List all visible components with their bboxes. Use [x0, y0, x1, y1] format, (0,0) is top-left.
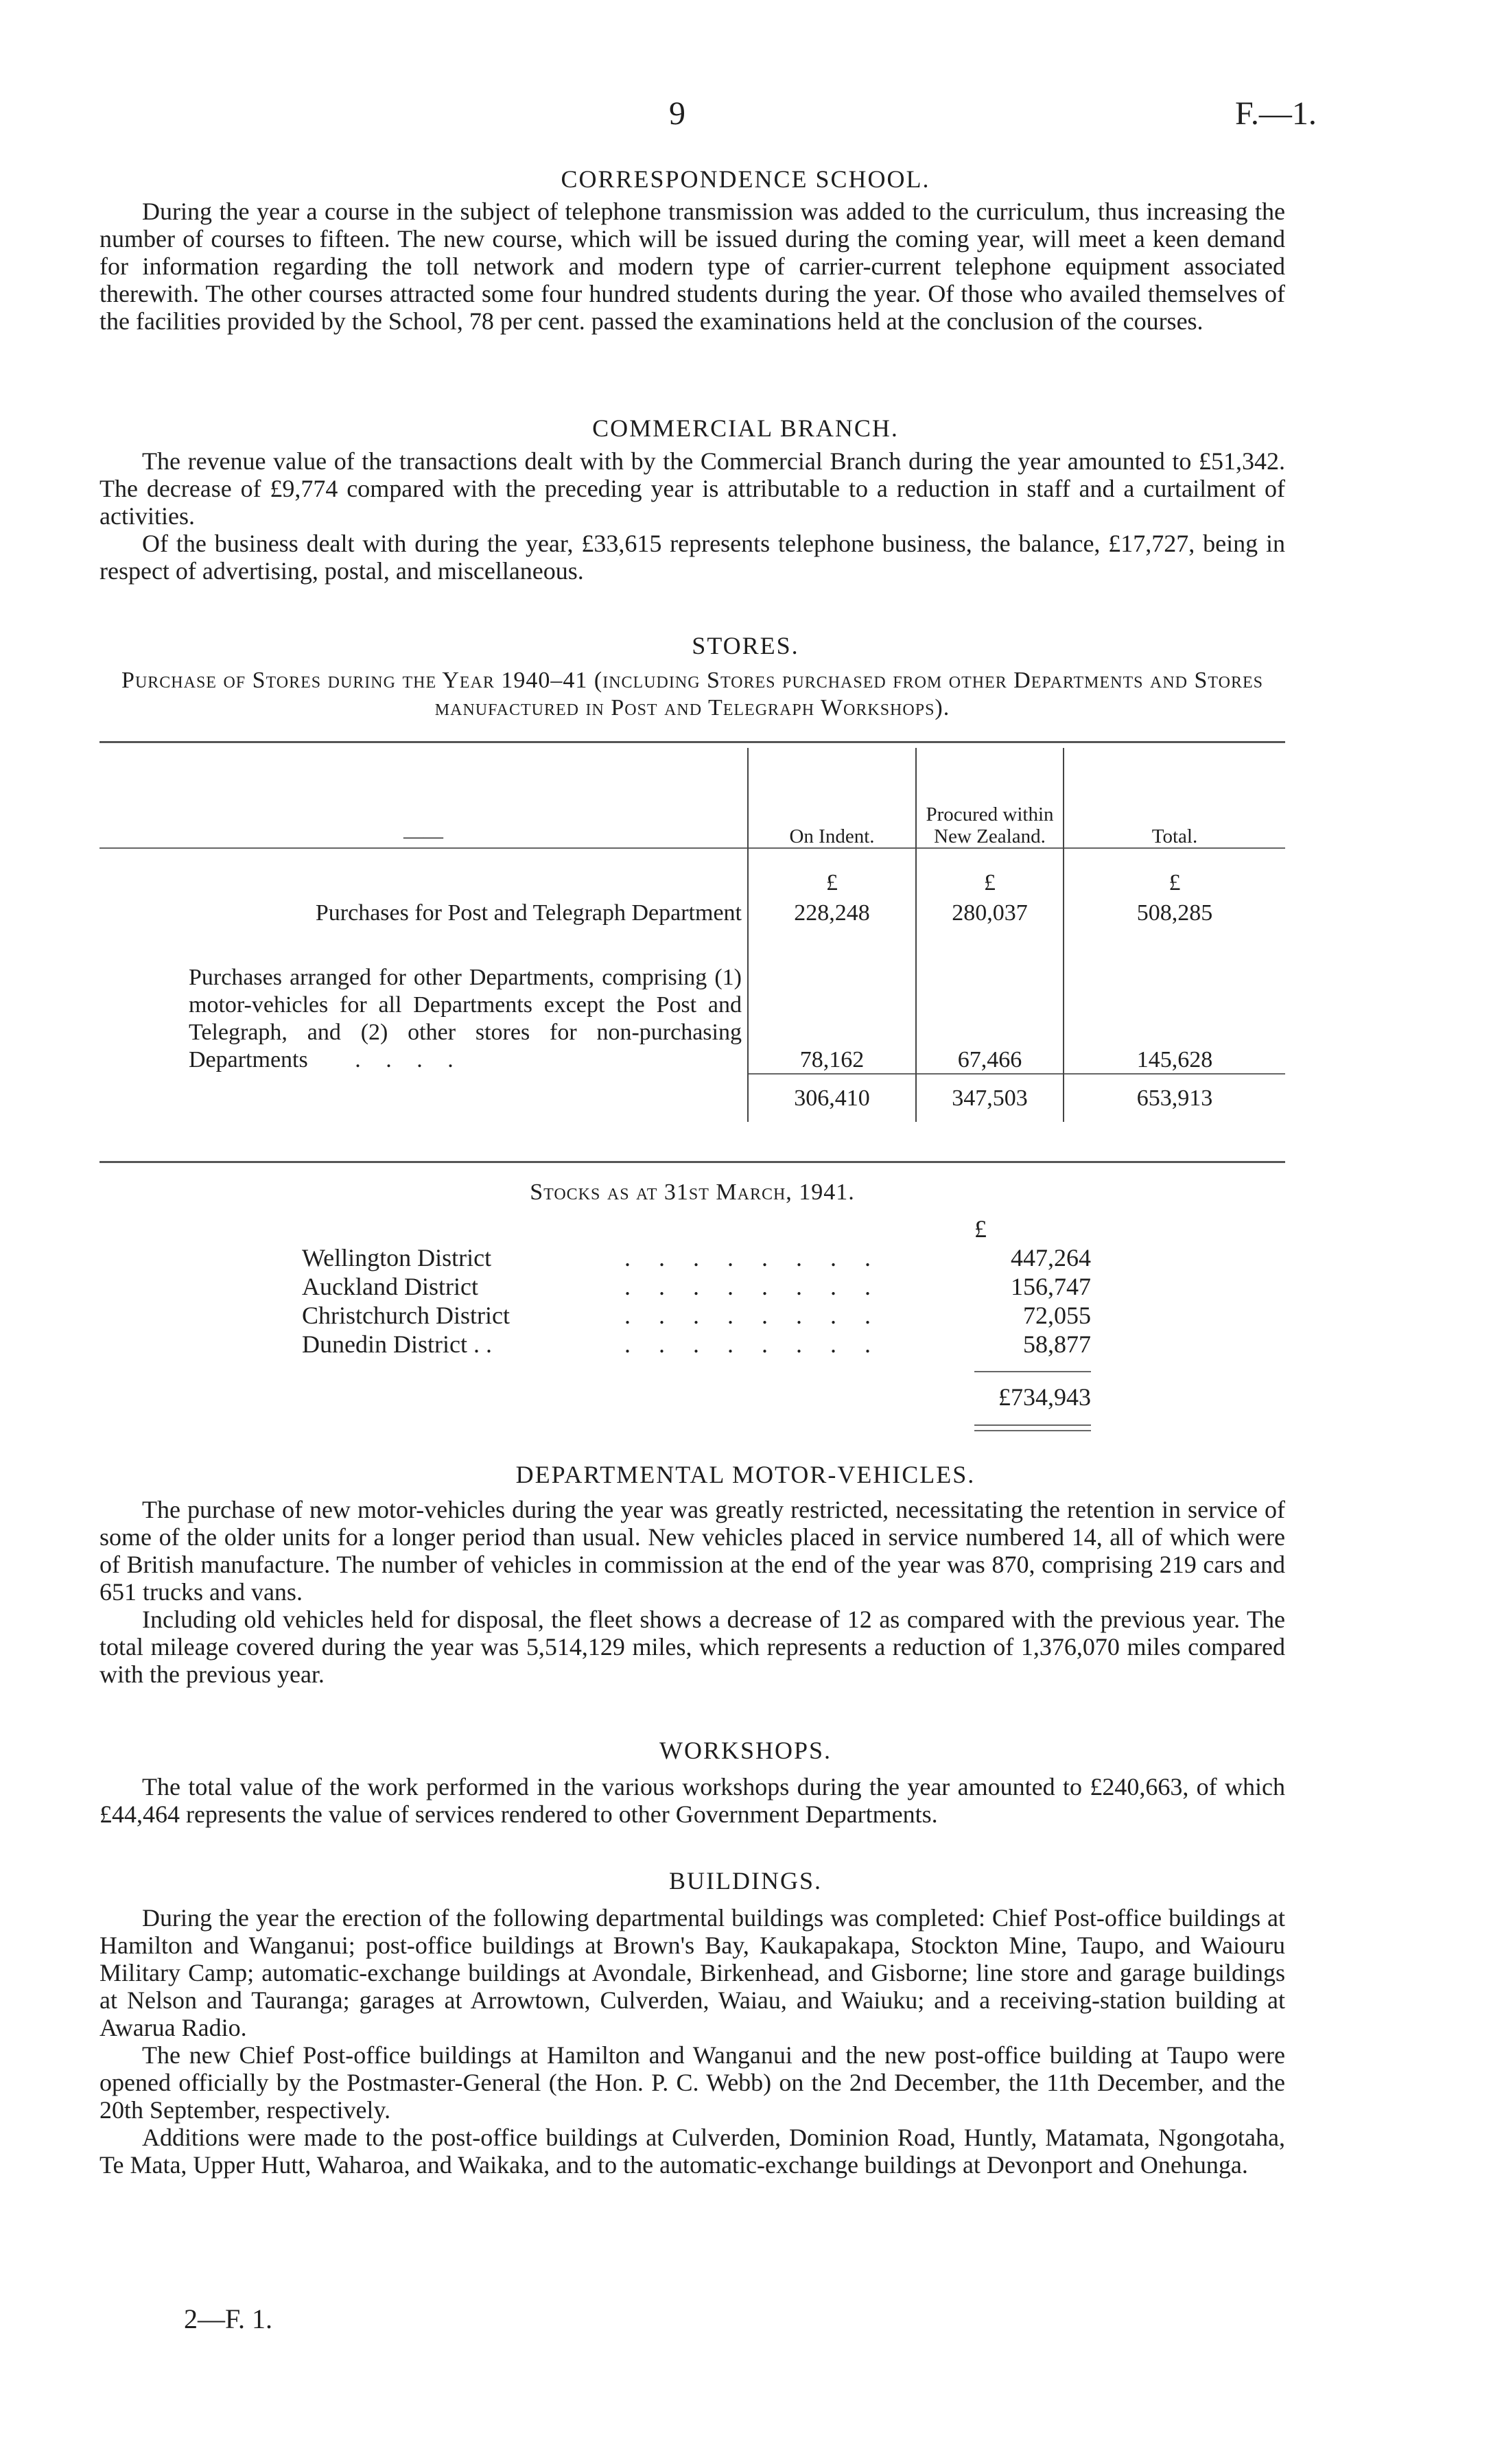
- table-top-rule: [99, 741, 1285, 743]
- correspondence-text: [99, 198, 1285, 335]
- header-on-indent: On Indent.: [748, 748, 916, 848]
- district-value: 156,747: [1011, 1273, 1091, 1300]
- stocks-total: £734,943: [998, 1383, 1091, 1411]
- stocks-unit: £: [974, 1215, 987, 1243]
- leader-dots: . . . . . . . .: [624, 1302, 882, 1329]
- commercial-paragraph-1: The revenue value of the transactions dealt with by the Commercial Branch during the year amounted to £51,342. The decrease of £9,774 compared with the preceding year is attributable to a reduction in staff and a curtailment of activities.: [99, 447, 1285, 530]
- row1-on-indent: 228,248: [748, 896, 916, 926]
- table-header-row: [99, 748, 1285, 848]
- header-total: Total.: [1064, 748, 1285, 848]
- leader-dots: . . . . . . . .: [624, 1244, 882, 1271]
- table-bottom-rule: [99, 1161, 1285, 1163]
- table-unit-row: [99, 848, 1285, 896]
- district-name: Wellington District: [302, 1244, 492, 1271]
- district-value: 72,055: [1023, 1302, 1091, 1329]
- motor-paragraph-1: The purchase of new motor-vehicles during the year was greatly restricted, necessitating the retention in service of some of the older units for a longer period than usual. New vehicles placed in service numbered 14, all of which were of British manufacture. The number of vehicles in commission at the end of the year was 870, comprising 219 cars and 651 trucks and vans.: [99, 1496, 1285, 1606]
- table-row: [99, 926, 1285, 1074]
- buildings-text: [99, 1904, 1285, 2179]
- row2-label-text: Purchases arranged for other Departments, comprising (1) motor-vehicles for all Departments except the Post and Telegraph, and (2) other stores for non-purchasing Departments: [189, 965, 742, 1072]
- district-value: 447,264: [1011, 1244, 1091, 1271]
- table-totals-row: [99, 1074, 1285, 1122]
- stocks-double-rule-1: [974, 1424, 1091, 1426]
- row2-total: 145,628: [1064, 926, 1285, 1074]
- row2-leader-dots: . . . .: [355, 1047, 463, 1072]
- footer-signature-mark: 2—F. 1.: [184, 2303, 273, 2334]
- page-number: 9: [669, 95, 685, 132]
- commercial-text: [99, 447, 1285, 585]
- leader-dots: . . . . . . . .: [624, 1330, 882, 1358]
- district-name: Dunedin District . .: [302, 1330, 492, 1358]
- buildings-paragraph-3: Additions were made to the post-office buildings at Culverden, Dominion Road, Huntly, Matamata, Ngongotaha, Te Mata, Upper Hutt, Waharoa, and Waikaka, and to the automatic-exchange buildings at Devonport and Onehunga.: [99, 2124, 1285, 2179]
- stocks-heading: Stocks as at 31st March, 1941.: [530, 1180, 855, 1205]
- total-grand: 653,913: [1064, 1074, 1285, 1122]
- commercial-heading: COMMERCIAL BRANCH.: [592, 414, 899, 442]
- unit-on-indent: £: [748, 848, 916, 896]
- motor-vehicles-heading: DEPARTMENTAL MOTOR-VEHICLES.: [515, 1461, 976, 1488]
- district-value: 58,877: [1023, 1330, 1091, 1358]
- motor-paragraph-2: Including old vehicles held for disposal, the fleet shows a decrease of 12 as compared with the previous year. The total mileage covered during the year was 5,514,129 miles, which represents a reduction of 1,376,070 miles compared with the previous year.: [99, 1606, 1285, 1688]
- correspondence-heading: CORRESPONDENCE SCHOOL.: [561, 165, 930, 193]
- buildings-heading: BUILDINGS.: [669, 1867, 822, 1894]
- buildings-paragraph-2: The new Chief Post-office buildings at Hamilton and Wanganui and the new post-office building at Taupo were opened officially by the Postmaster-General (the Hon. P. C. Webb) on the 2nd December, the 11th December, and the 20th September, respectively.: [99, 2041, 1285, 2124]
- row2-label: [99, 926, 748, 1074]
- row2-on-indent: 78,162: [748, 926, 916, 1074]
- correspondence-paragraph: During the year a course in the subject of telephone transmission was added to the curriculum, thus increasing the number of courses to fifteen. The new course, which will be issued during the coming year, will meet a keen demand for information regarding the toll network and modern type of carrier-current telephone equipment associated therewith. The other courses attracted some four hundred students during the year. Of those who availed themselves of the facilities provided by the School, 78 per cent. passed the examinations held at the conclusion of the courses.: [99, 198, 1285, 335]
- row1-label: Purchases for Post and Telegraph Department: [315, 900, 742, 926]
- motor-vehicles-text: [99, 1496, 1285, 1688]
- commercial-paragraph-2: Of the business dealt with during the year, £33,615 represents telephone business, the balance, £17,727, being in respect of advertising, postal, and miscellaneous.: [99, 530, 1285, 585]
- total-procured: 347,503: [916, 1074, 1064, 1122]
- row2-procured: 67,466: [916, 926, 1064, 1074]
- header-blank: ——: [403, 825, 443, 847]
- total-on-indent: 306,410: [748, 1074, 916, 1122]
- stores-table: [99, 748, 1285, 1122]
- unit-procured: £: [916, 848, 1064, 896]
- buildings-paragraph-1: During the year the erection of the following departmental buildings was completed: Chief Post-office buildings at Hamilton and Wanganui; post-office buildings at Brown's Bay, Kaukapakapa, Stockton Mine, Taupo, and Waiouru Military Camp; automatic-exchange buildings at Avondale, Birkenhead, and Gisborne; line store and garage buildings at Nelson and Tauranga; garages at Arrowtown, Culverden, Waiau, and Waiuku; and a receiving-station building at Awarua Radio.: [99, 1904, 1285, 2041]
- document-reference: F.—1.: [1235, 95, 1317, 132]
- unit-total: £: [1064, 848, 1285, 896]
- row1-procured: 280,037: [916, 896, 1064, 926]
- workshops-heading: WORKSHOPS.: [659, 1737, 832, 1764]
- stores-heading: STORES.: [692, 632, 799, 659]
- workshops-text: [99, 1773, 1285, 1828]
- stocks-sum-rule: [974, 1371, 1091, 1372]
- table-row: [99, 896, 1285, 926]
- header-procured-nz: Procured within New Zealand.: [916, 748, 1064, 848]
- row1-total: 508,285: [1064, 896, 1285, 926]
- district-name: Christchurch District: [302, 1302, 510, 1329]
- district-name: Auckland District: [302, 1273, 478, 1300]
- leader-dots: . . . . . . . .: [624, 1273, 882, 1300]
- stocks-double-rule-2: [974, 1430, 1091, 1431]
- workshops-paragraph: The total value of the work performed in the various workshops during the year amounted to £240,663, of which £44,464 represents the value of services rendered to other Government Departments.: [99, 1773, 1285, 1828]
- stores-subheading: Purchase of Stores during the Year 1940–41 (including Stores purchased from other Departments and Stores manufactured in Post and Telegraph Workshops).: [121, 668, 1263, 720]
